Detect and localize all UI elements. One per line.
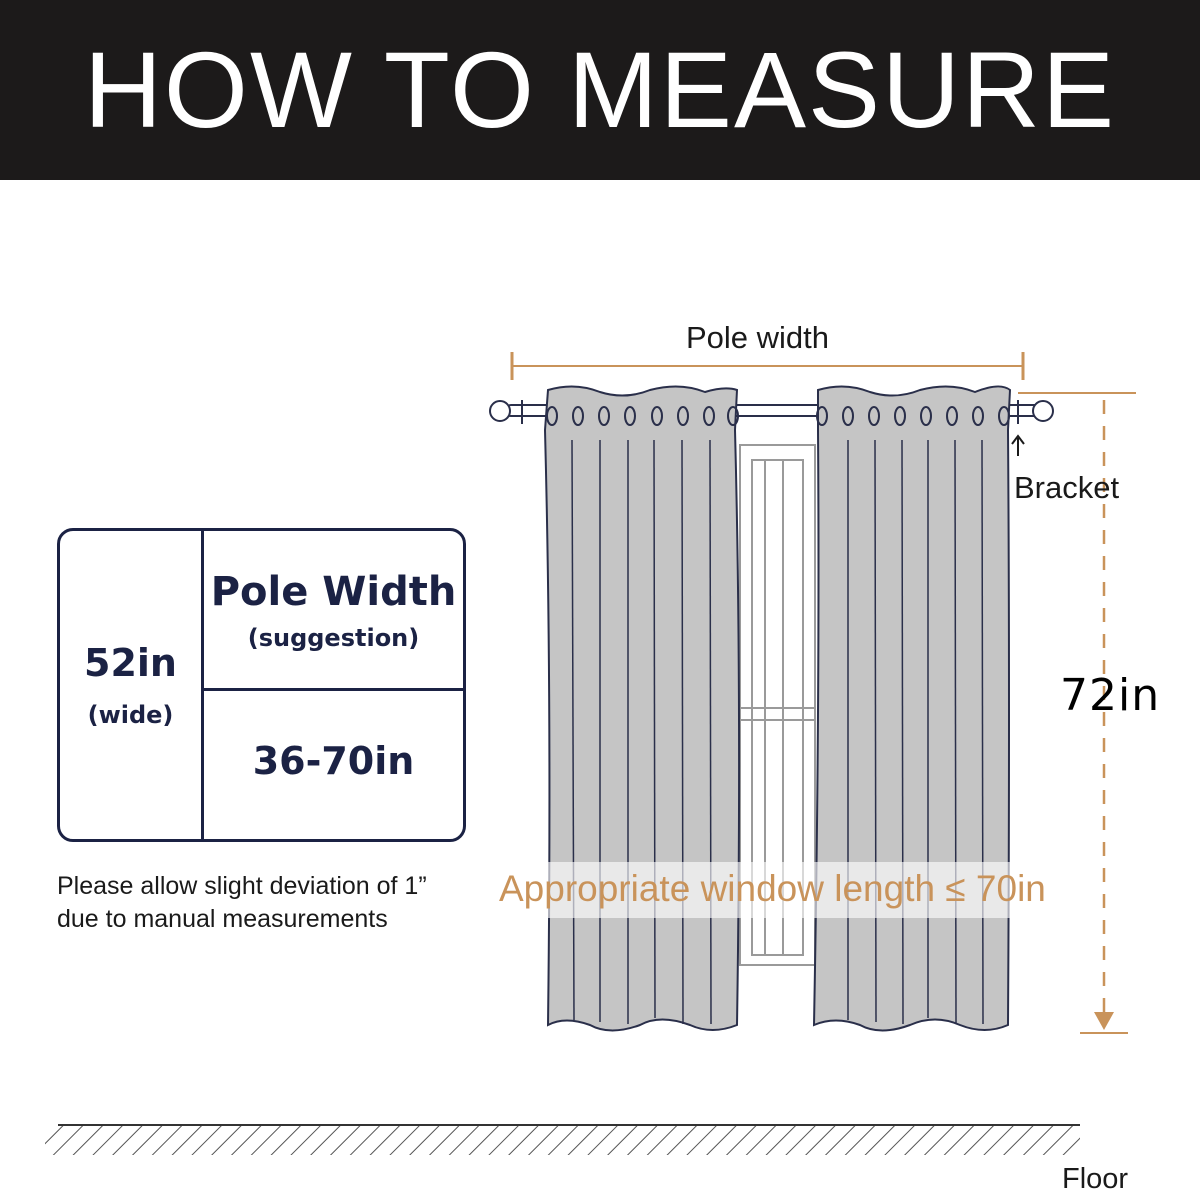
table-row-divider [204,688,463,691]
pole-width-label: Pole width [686,320,830,355]
measurement-note [57,870,427,936]
note-line-2: due to manual measurements [57,905,388,933]
page-title: HOW TO MEASURE [83,29,1117,150]
pole-width-dimension [512,352,1023,380]
curtain-width-note: (wide) [87,701,174,729]
pole-width-note: (suggestion) [247,624,420,652]
floor-label: Floor [1062,1163,1129,1195]
curtain-width-value: 52in [84,641,177,685]
right-curtain-panel [814,386,1010,1030]
window-length-label: Appropriate window length ≤ 70in [499,868,1046,909]
length-label: 72in [1060,670,1161,721]
pole-width-heading: Pole Width [210,569,457,615]
floor-line [45,1125,1080,1155]
pole-width-range: 36-70in [252,739,415,783]
bracket-label: Bracket [1014,470,1120,505]
size-table [57,528,466,842]
left-curtain-panel [545,386,739,1030]
bracket-arrow-icon [1012,436,1024,456]
note-line-1: Please allow slight deviation of 1” [57,872,427,900]
